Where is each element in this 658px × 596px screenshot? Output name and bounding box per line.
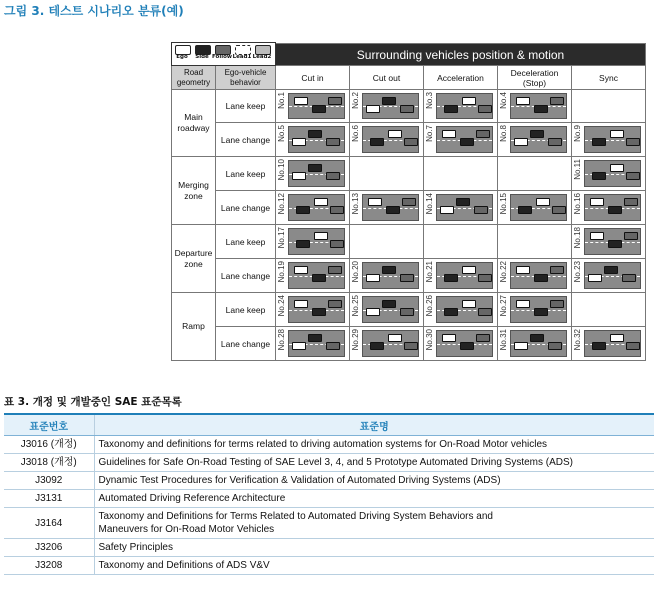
side-vehicle-icon: [382, 97, 396, 105]
scenario-number: No.26: [425, 295, 434, 317]
follow-vehicle-icon: [330, 240, 344, 248]
scenario-diagram: [572, 225, 645, 258]
empty-cell: [498, 157, 572, 191]
scenario-number: No.4: [499, 92, 508, 109]
scenario-number: No.8: [499, 125, 508, 142]
col-cut-in: Cut in: [276, 66, 350, 90]
follow-vehicle-icon: [548, 342, 562, 350]
standard-name: Taxonomy and Definitions for Terms Related to Automated Driving System Behaviors and Maneuvers for On-Road Motor Vehicles: [94, 508, 654, 539]
scenario-diagram: [276, 191, 349, 224]
ego-vehicle-icon: [516, 266, 530, 274]
scenario-diagram: [350, 123, 423, 156]
scenario-diagram: [498, 191, 571, 224]
scenario-diagram: [276, 259, 349, 292]
standard-name: Automated Driving Reference Architecture: [94, 490, 654, 508]
side-vehicle-icon: [534, 274, 548, 282]
ego-vehicle-icon: [388, 130, 402, 138]
scenario-cell: [498, 259, 572, 293]
scenario-diagram: [424, 90, 497, 122]
scenario-number: No.19: [277, 261, 286, 283]
side-vehicle-icon: [444, 105, 458, 113]
follow-vehicle-icon: [330, 206, 344, 214]
scenario-cell: [276, 123, 350, 157]
side-vehicle-icon: [382, 300, 396, 308]
follow-vehicle-icon: [550, 97, 564, 105]
vehicle-legend: [171, 42, 276, 66]
standard-name: Dynamic Test Procedures for Verification & Validation of Automated Driving Systems (ADS): [94, 472, 654, 490]
ego-vehicle-icon: [442, 130, 456, 138]
scenario-cell: [276, 327, 350, 361]
table-title: 표 3. 개정 및 개발중인 SAE 표준목록: [4, 396, 182, 408]
standard-number: J3018 (개정): [4, 454, 94, 472]
side-vehicle-icon: [312, 274, 326, 282]
ego-behavior-label: Lane change: [216, 327, 276, 361]
standard-number: J3131: [4, 490, 94, 508]
ego-vehicle-icon: [514, 342, 528, 350]
scenario-diagram: [276, 157, 349, 190]
standard-number: J3092: [4, 472, 94, 490]
scenario-number: No.11: [573, 159, 582, 180]
ego-vehicle-icon: [366, 274, 380, 282]
scenario-cell: [572, 259, 646, 293]
scenario-number: No.12: [277, 193, 286, 215]
scenario-diagram: [424, 259, 497, 292]
follow-vehicle-icon: [552, 206, 566, 214]
scenario-diagram: [498, 259, 571, 292]
scenario-number: No.29: [351, 329, 360, 351]
ego-behavior-label: Lane change: [216, 191, 276, 225]
scenario-diagram: [498, 90, 571, 122]
side-vehicle-icon: [296, 240, 310, 248]
ego-behavior-label: Lane keep: [216, 293, 276, 327]
scenario-matrix: [171, 43, 646, 361]
scenario-number: No.25: [351, 295, 360, 317]
follow-vehicle-icon: [476, 130, 490, 138]
side-vehicle-icon: [370, 342, 384, 350]
col-cut-out: Cut out: [350, 66, 424, 90]
ego-vehicle-icon: [610, 164, 624, 172]
follow-vehicle-icon: [478, 308, 492, 316]
scenario-cell: [276, 293, 350, 327]
table-row: [4, 472, 654, 490]
road-geometry-label: Ramp: [172, 293, 216, 361]
follow-vehicle-icon: [400, 105, 414, 113]
side-vehicle-icon: [444, 308, 458, 316]
legend-ego: Ego: [176, 54, 188, 60]
scenario-diagram: [276, 225, 349, 258]
scenario-number: No.5: [277, 125, 286, 142]
scenario-number: No.21: [425, 261, 434, 283]
side-vehicle-icon: [312, 308, 326, 316]
scenario-number: No.9: [573, 125, 582, 142]
sae-standards-table: [4, 413, 654, 575]
side-vehicle-icon: [308, 130, 322, 138]
follow-vehicle-icon: [550, 300, 564, 308]
follow-vehicle-icon: [400, 274, 414, 282]
follow-vehicle-icon: [622, 274, 636, 282]
ego-vehicle-icon: [368, 198, 382, 206]
scenario-cell: [572, 191, 646, 225]
scenario-cell: [276, 259, 350, 293]
side-vehicle-icon: [534, 308, 548, 316]
scenario-cell: [498, 191, 572, 225]
col-deceleration: Deceleration (Stop): [498, 66, 572, 90]
scenario-number: No.27: [499, 295, 508, 317]
ego-vehicle-icon: [366, 308, 380, 316]
empty-cell: [424, 157, 498, 191]
scenario-cell: [572, 157, 646, 191]
header-standard-number: 표준번호: [4, 414, 94, 436]
scenario-cell: [276, 191, 350, 225]
follow-vehicle-icon: [328, 266, 342, 274]
standard-number: J3206: [4, 539, 94, 557]
standard-name: Safety Principles: [94, 539, 654, 557]
scenario-number: No.14: [425, 193, 434, 215]
empty-cell: [498, 225, 572, 259]
scenario-number: No.31: [499, 329, 508, 351]
scenario-diagram: [350, 191, 423, 224]
scenario-cell: [498, 293, 572, 327]
ego-behavior-label: Lane keep: [216, 90, 276, 123]
ego-vehicle-icon: [610, 334, 624, 342]
ego-vehicle-icon: [294, 97, 308, 105]
scenario-cell: [276, 225, 350, 259]
empty-cell: [424, 225, 498, 259]
ego-vehicle-icon: [292, 342, 306, 350]
road-geometry-label: Main roadway: [172, 90, 216, 157]
follow-vehicle-icon: [400, 308, 414, 316]
scenario-number: No.6: [351, 125, 360, 142]
side-vehicle-icon: [460, 342, 474, 350]
ego-vehicle-icon: [516, 300, 530, 308]
side-vehicle-icon: [312, 105, 326, 113]
legend-lead2: Lead2: [252, 54, 272, 60]
scenario-diagram: [498, 327, 571, 360]
scenario-cell: [498, 90, 572, 123]
side-vehicle-icon: [518, 206, 532, 214]
header-standard-name: 표준명: [94, 414, 654, 436]
scenario-number: No.32: [573, 329, 582, 351]
scenario-cell: [424, 293, 498, 327]
scenario-cell: [424, 90, 498, 123]
scenario-number: No.22: [499, 261, 508, 283]
empty-cell: [572, 293, 646, 327]
scenario-diagram: [350, 90, 423, 122]
side-vehicle-icon: [592, 138, 606, 146]
scenario-diagram: [350, 327, 423, 360]
ego-vehicle-icon: [294, 266, 308, 274]
scenario-diagram: [424, 293, 497, 326]
follow-vehicle-icon: [626, 138, 640, 146]
ego-vehicle-icon: [588, 274, 602, 282]
scenario-diagram: [276, 90, 349, 122]
scenario-cell: [424, 327, 498, 361]
side-vehicle-icon: [444, 274, 458, 282]
table-row: [4, 557, 654, 575]
standard-number: J3016 (개정): [4, 436, 94, 454]
ego-vehicle-icon: [440, 206, 454, 214]
ego-behavior-label: Lane keep: [216, 225, 276, 259]
figure-title: 그림 3. 테스트 시나리오 분류(예): [4, 4, 184, 18]
ego-vehicle-icon: [536, 198, 550, 206]
follow-vehicle-icon: [476, 334, 490, 342]
scenario-number: No.20: [351, 261, 360, 283]
scenario-cell: [424, 191, 498, 225]
col-ego-behavior: Ego-vehicle behavior: [216, 66, 276, 90]
scenario-cell: [498, 123, 572, 157]
scenario-cell: [572, 327, 646, 361]
side-vehicle-icon: [382, 266, 396, 274]
scenario-number: No.2: [351, 92, 360, 109]
table-row: [4, 508, 654, 539]
col-road-geometry: Road geometry: [172, 66, 216, 90]
side-vehicle-icon: [308, 334, 322, 342]
ego-vehicle-icon: [514, 138, 528, 146]
scenario-number: No.7: [425, 125, 434, 142]
scenario-number: No.30: [425, 329, 434, 351]
ego-behavior-label: Lane change: [216, 259, 276, 293]
follow-vehicle-icon: [402, 198, 416, 206]
side-vehicle-icon: [608, 206, 622, 214]
follow-vehicle-icon: [326, 138, 340, 146]
matrix-header: Surrounding vehicles position & motion: [276, 44, 646, 66]
table-row: [4, 539, 654, 557]
scenario-cell: [424, 123, 498, 157]
side-vehicle-icon: [608, 240, 622, 248]
scenario-cell: [350, 293, 424, 327]
scenario-number: No.28: [277, 329, 286, 351]
legend-lead1: Lead1: [232, 54, 252, 60]
scenario-cell: [276, 157, 350, 191]
col-acceleration: Acceleration: [424, 66, 498, 90]
follow-vehicle-icon: [478, 105, 492, 113]
scenario-cell: [572, 123, 646, 157]
scenario-diagram: [498, 123, 571, 156]
follow-vehicle-icon: [404, 342, 418, 350]
follow-vehicle-icon: [474, 206, 488, 214]
table-row: [4, 436, 654, 454]
legend-side: Side: [195, 54, 209, 60]
ego-vehicle-icon: [366, 105, 380, 113]
follow-vehicle-icon: [326, 172, 340, 180]
col-sync: Sync: [572, 66, 646, 90]
scenario-diagram: [424, 327, 497, 360]
scenario-cell: [350, 90, 424, 123]
scenario-diagram: [350, 259, 423, 292]
ego-vehicle-icon: [610, 130, 624, 138]
empty-cell: [572, 90, 646, 123]
ego-vehicle-icon: [314, 232, 328, 240]
ego-vehicle-icon: [462, 266, 476, 274]
standard-name: Taxonomy and definitions for terms related to driving automation systems for On-Road Motor vehicles: [94, 436, 654, 454]
scenario-diagram: [424, 123, 497, 156]
side-vehicle-icon: [370, 138, 384, 146]
side-vehicle-icon: [530, 334, 544, 342]
follow-vehicle-icon: [328, 300, 342, 308]
follow-vehicle-icon: [478, 274, 492, 282]
side-vehicle-icon: [604, 266, 618, 274]
empty-cell: [350, 157, 424, 191]
standard-number: J3164: [4, 508, 94, 539]
side-vehicle-icon: [530, 130, 544, 138]
follow-vehicle-icon: [626, 172, 640, 180]
road-geometry-label: Departure zone: [172, 225, 216, 293]
scenario-diagram: [276, 327, 349, 360]
scenario-cell: [424, 259, 498, 293]
scenario-diagram: [498, 293, 571, 326]
ego-vehicle-icon: [590, 232, 604, 240]
follow-vehicle-icon: [326, 342, 340, 350]
scenario-cell: [350, 259, 424, 293]
ego-vehicle-icon: [294, 300, 308, 308]
follow-vehicle-icon: [624, 232, 638, 240]
side-vehicle-icon: [386, 206, 400, 214]
standard-number: J3208: [4, 557, 94, 575]
side-vehicle-icon: [534, 105, 548, 113]
side-vehicle-icon: [592, 342, 606, 350]
scenario-number: No.18: [573, 227, 582, 249]
scenario-cell: [572, 225, 646, 259]
standard-name: Taxonomy and Definitions of ADS V&V: [94, 557, 654, 575]
ego-vehicle-icon: [292, 172, 306, 180]
scenario-diagram: [572, 259, 645, 292]
scenario-diagram: [276, 293, 349, 326]
scenario-number: No.24: [277, 295, 286, 317]
side-vehicle-icon: [460, 138, 474, 146]
side-vehicle-icon: [296, 206, 310, 214]
scenario-cell: [276, 90, 350, 123]
scenario-cell: [350, 123, 424, 157]
scenario-number: No.23: [573, 261, 582, 283]
ego-behavior-label: Lane keep: [216, 157, 276, 191]
scenario-number: No.1: [277, 92, 286, 109]
scenario-cell: [350, 327, 424, 361]
follow-vehicle-icon: [548, 138, 562, 146]
ego-behavior-label: Lane change: [216, 123, 276, 157]
scenario-number: No.15: [499, 193, 508, 215]
standard-name: Guidelines for Safe On-Road Testing of SAE Level 3, 4, and 5 Prototype Automated Driving Systems (ADS): [94, 454, 654, 472]
legend-follow: Follow: [212, 54, 232, 60]
side-vehicle-icon: [308, 164, 322, 172]
ego-vehicle-icon: [462, 97, 476, 105]
ego-vehicle-icon: [462, 300, 476, 308]
scenario-diagram: [572, 123, 645, 156]
follow-vehicle-icon: [404, 138, 418, 146]
scenario-cell: [350, 191, 424, 225]
scenario-cell: [498, 327, 572, 361]
scenario-number: No.16: [573, 193, 582, 215]
side-vehicle-icon: [456, 198, 470, 206]
scenario-diagram: [350, 293, 423, 326]
table-row: [4, 454, 654, 472]
ego-vehicle-icon: [516, 97, 530, 105]
ego-vehicle-icon: [442, 334, 456, 342]
follow-vehicle-icon: [624, 198, 638, 206]
ego-vehicle-icon: [292, 138, 306, 146]
scenario-number: No.3: [425, 92, 434, 109]
ego-vehicle-icon: [590, 198, 604, 206]
scenario-diagram: [424, 191, 497, 224]
road-geometry-label: Merging zone: [172, 157, 216, 225]
empty-cell: [350, 225, 424, 259]
side-vehicle-icon: [592, 172, 606, 180]
follow-vehicle-icon: [328, 97, 342, 105]
ego-vehicle-icon: [314, 198, 328, 206]
ego-vehicle-icon: [388, 334, 402, 342]
scenario-diagram: [572, 191, 645, 224]
follow-vehicle-icon: [550, 266, 564, 274]
table-row: [4, 490, 654, 508]
scenario-number: No.10: [277, 159, 286, 181]
scenario-number: No.17: [277, 227, 286, 249]
scenario-diagram: [572, 157, 645, 190]
scenario-number: No.13: [351, 193, 360, 215]
follow-vehicle-icon: [626, 342, 640, 350]
scenario-diagram: [572, 327, 645, 360]
scenario-diagram: [276, 123, 349, 156]
